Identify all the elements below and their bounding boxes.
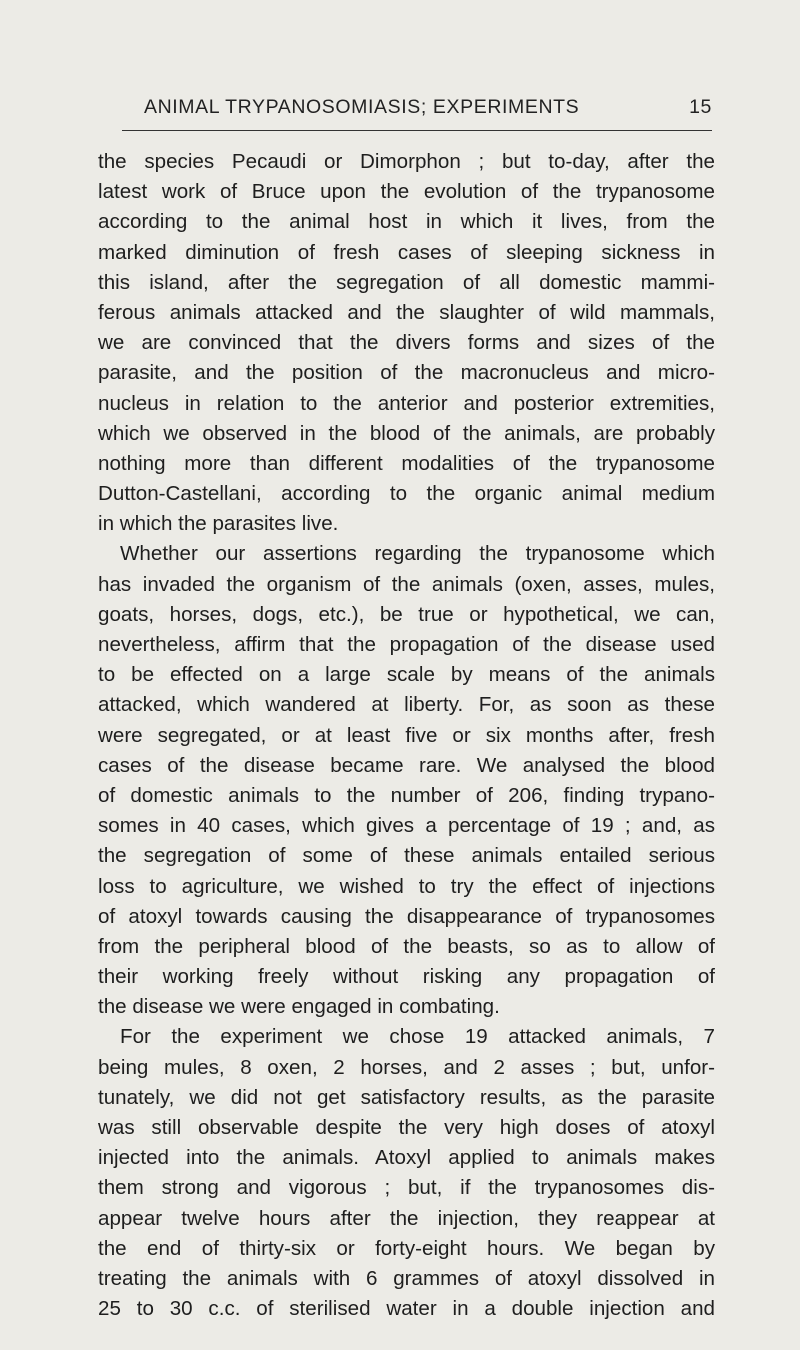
text-line: ferous animals attacked and the slaughter of wild mammals, [98,300,715,324]
text-line: tunately, we did not get satisfactory results, as the parasite [98,1085,715,1109]
text-line: of atoxyl towards causing the disappearance of trypanosomes [98,904,715,928]
text-line: Dutton-Castellani, according to the organic animal medium [98,482,715,506]
text-line: treating the animals with 6 grammes of atoxyl dissolved in [98,1266,715,1290]
text-line: marked diminution of fresh cases of sleeping sickness in [98,240,715,264]
text-line: the end of thirty-six or forty-eight hours. We began by [98,1236,715,1260]
text-line: injected into the animals. Atoxyl applied to animals makes [98,1146,715,1170]
text-line: which we observed in the blood of the animals, are probably [98,421,715,445]
text-line: latest work of Bruce upon the evolution of the trypanosome [98,180,715,204]
text-line: the species Pecaudi or Dimorphon ; but to-day, after the [98,150,715,173]
text-line: their working freely without risking any propagation of [98,965,715,989]
text-line: nevertheless, affirm that the propagation of the disease used [98,633,715,656]
text-line: of domestic animals to the number of 206, finding trypano- [98,783,715,807]
text-line: nothing more than different modalities of the trypanosome [98,451,715,475]
text-line: loss to agriculture, we wished to try the effect of injections [98,874,715,898]
text-line: were segregated, or at least five or six months after, fresh [98,723,715,747]
body-text [98,147,715,1324]
text-line: attacked, which wandered at liberty. For, as soon as these [98,693,715,717]
text-line: in which the parasites live. [98,512,339,536]
text-line: according to the animal host in which it lives, from the [98,210,715,234]
text-line: from the peripheral blood of the beasts, so as to allow of [98,934,715,958]
text-line: has invaded the organism of the animals (oxen, asses, mules, [98,572,715,596]
text-line: being mules, 8 oxen, 2 horses, and 2 asses ; but, unfor- [98,1055,715,1079]
running-head [122,96,712,124]
text-line: somes in 40 cases, which gives a percentage of 19 ; and, as [98,814,715,838]
text-line: parasite, and the position of the macronucleus and micro- [98,361,715,385]
text-line: the segregation of some of these animals entailed serious [98,844,715,868]
text-line: 25 to 30 c.c. of sterilised water in a double injection and [98,1297,715,1321]
text-line: goats, horses, dogs, etc.), be true or hypothetical, we can, [98,602,715,626]
text-line: them strong and vigorous ; but, if the trypanosomes dis- [98,1176,715,1200]
text-line: For the experiment we chose 19 attacked animals, 7 [120,1025,715,1049]
text-line: nucleus in relation to the anterior and posterior extremities, [98,391,715,415]
text-line: the disease we were engaged in combating. [98,995,500,1019]
text-line: this island, after the segregation of all domestic mammi- [98,270,715,294]
text-line: was still observable despite the very high doses of atoxyl [98,1116,715,1139]
text-line: appear twelve hours after the injection, they reappear at [98,1206,715,1230]
text-line: cases of the disease became rare. We analysed the blood [98,753,715,777]
running-title: ANIMAL TRYPANOSOMIASIS; EXPERIMENTS [144,96,580,118]
text-line: we are convinced that the divers forms and sizes of the [98,331,715,355]
header-rule [122,130,712,131]
text-line: to be effected on a large scale by means of the animals [98,663,715,687]
text-line: Whether our assertions regarding the trypanosome which [120,542,715,566]
page-number: 15 [689,96,712,118]
